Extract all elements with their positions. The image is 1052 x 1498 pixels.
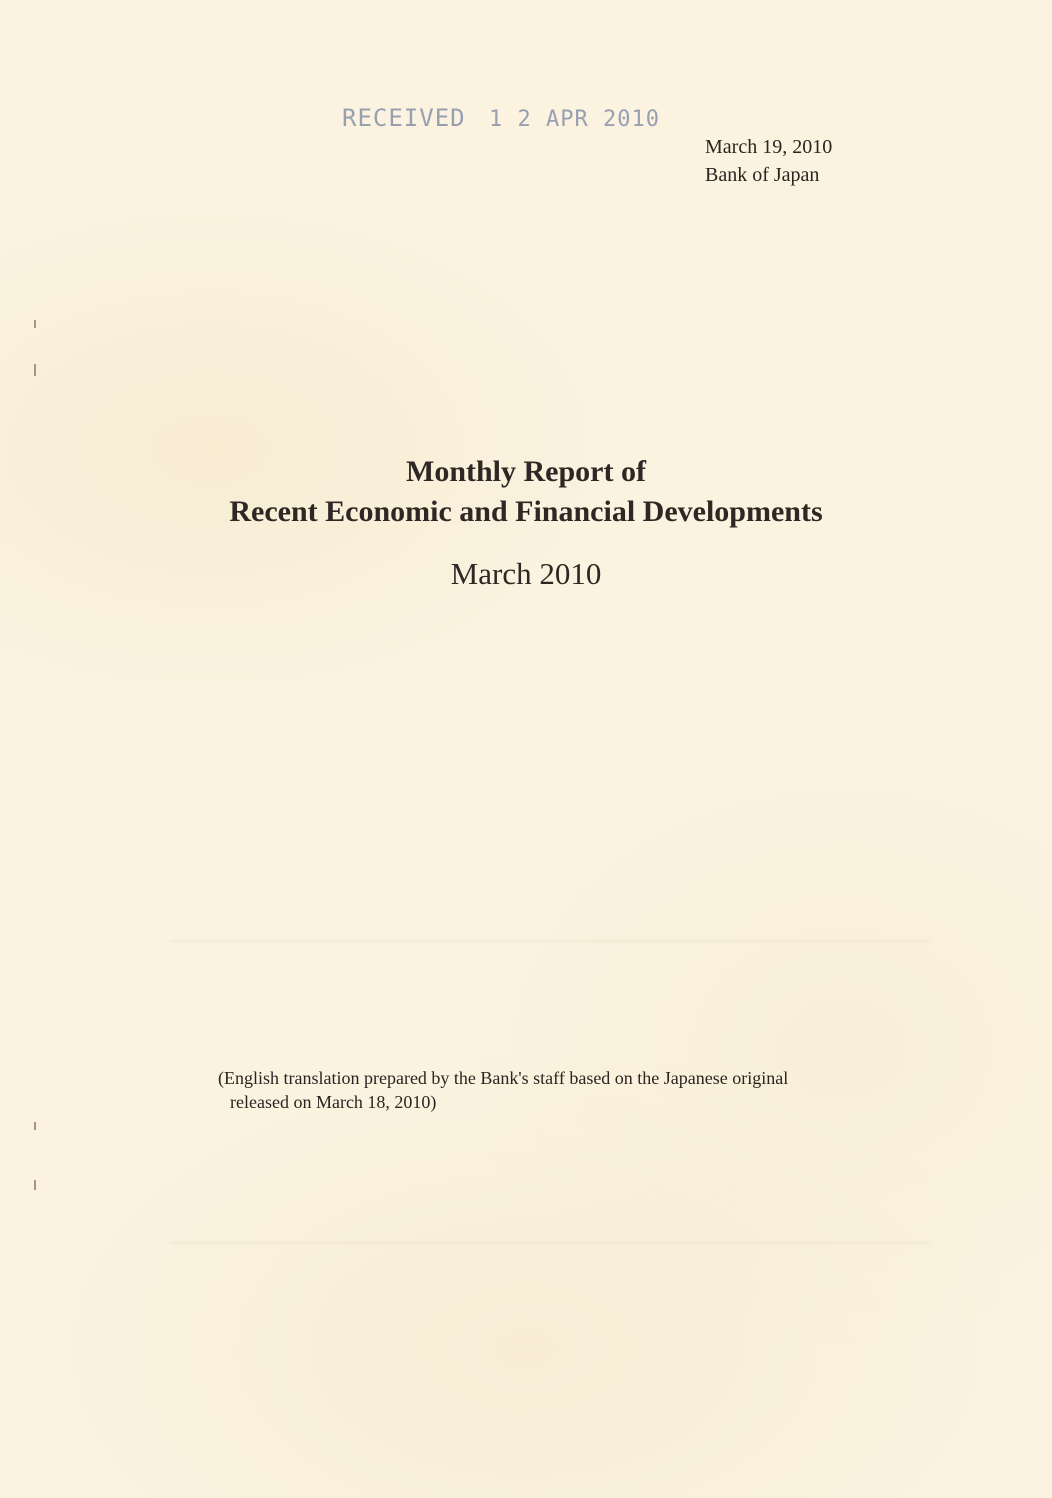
received-stamp-label: RECEIVED (342, 104, 466, 132)
margin-mark (34, 1180, 36, 1190)
document-date: March 19, 2010 (705, 136, 833, 158)
title-block (0, 452, 1052, 594)
margin-mark (34, 320, 36, 328)
document-title-line-1: Monthly Report of (406, 455, 646, 488)
received-stamp (342, 104, 660, 132)
document-header (705, 133, 832, 189)
received-stamp-date: 1 2 APR 2010 (489, 107, 660, 132)
margin-mark (34, 364, 36, 376)
document-title-line-2: Recent Economic and Financial Developments (229, 495, 823, 528)
margin-mark (34, 1122, 36, 1130)
translation-note-line-1: (English translation prepared by the Bank's staff based on the Japanese original (218, 1068, 789, 1088)
translation-note-line-2: released on March 18, 2010) (230, 1092, 437, 1112)
translation-note (218, 1066, 938, 1114)
document-issue: March 2010 (450, 556, 602, 591)
issuing-institution: Bank of Japan (705, 164, 820, 186)
